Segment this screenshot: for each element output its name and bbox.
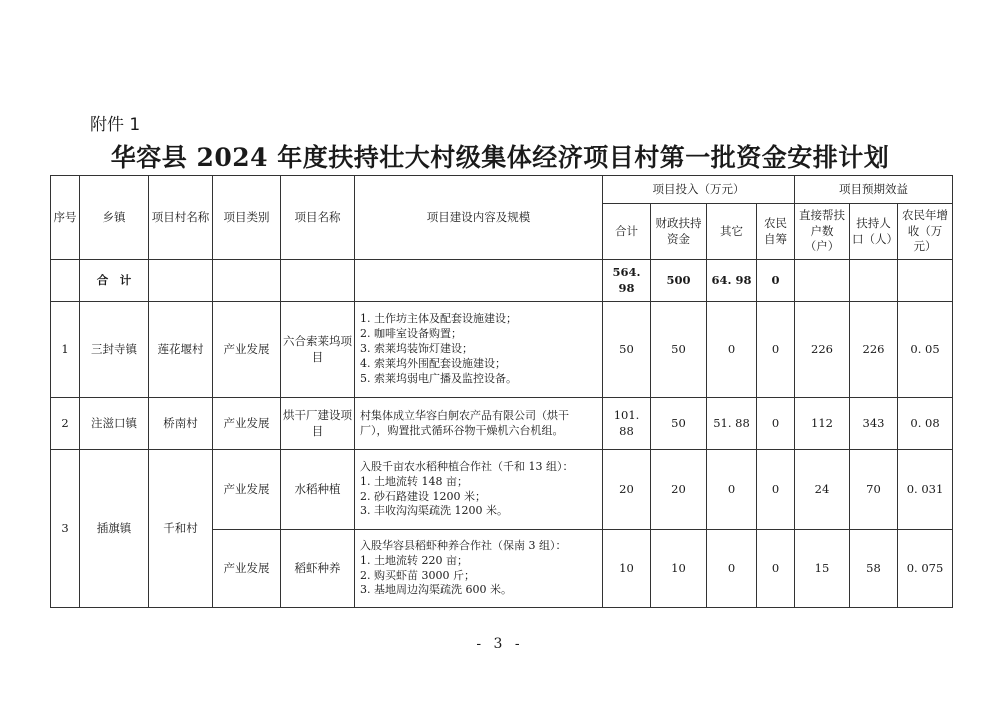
category-cell: 产业发展 <box>213 450 281 530</box>
total-self-raised: 0 <box>757 260 795 302</box>
other-cell: 51. 88 <box>707 398 757 450</box>
content-line: 3. 基地周边沟渠疏洗 600 米。 <box>360 583 512 597</box>
funding-plan-table <box>50 175 953 608</box>
header-other: 其它 <box>707 204 757 260</box>
project-name-cell: 六合索莱坞项目 <box>281 302 355 398</box>
total-other: 64. 98 <box>707 260 757 302</box>
empty-cell <box>850 260 898 302</box>
other-cell: 0 <box>707 530 757 608</box>
households-cell: 24 <box>795 450 850 530</box>
fiscal-cell: 50 <box>651 302 707 398</box>
total-cell: 101. 88 <box>603 398 651 450</box>
self-raised-cell: 0 <box>757 450 795 530</box>
category-cell: 产业发展 <box>213 398 281 450</box>
fiscal-cell: 20 <box>651 450 707 530</box>
table-row <box>51 302 953 398</box>
total-sum: 564. 98 <box>603 260 651 302</box>
total-row <box>51 260 953 302</box>
content-line: 入股华容县稻虾种养合作社（保南 3 组）： <box>360 538 567 552</box>
population-cell: 343 <box>850 398 898 450</box>
income-cell: 0. 075 <box>898 530 953 608</box>
self-raised-cell: 0 <box>757 302 795 398</box>
content-line: 3. 丰收沟沟渠疏洗 1200 米。 <box>360 504 508 518</box>
content-line: 1. 土作坊主体及配套设施建设； <box>360 312 517 326</box>
content-line: 3. 索莱坞装饰灯建设； <box>360 342 473 356</box>
population-cell: 70 <box>850 450 898 530</box>
header-households: 直接帮扶户数（户） <box>795 204 850 260</box>
content-line: 厂），购置批式循环谷物干燥机六台机组。 <box>360 423 564 437</box>
township-cell: 注滋口镇 <box>80 398 149 450</box>
project-name-cell: 稻虾种养 <box>281 530 355 608</box>
total-fiscal: 500 <box>651 260 707 302</box>
table-row <box>51 398 953 450</box>
self-raised-cell: 0 <box>757 398 795 450</box>
content-cell <box>355 302 603 398</box>
content-line: 1. 土地流转 220 亩； <box>360 553 468 567</box>
attachment-label: 附件 1 <box>90 115 141 135</box>
project-name-cell: 水稻种植 <box>281 450 355 530</box>
empty-cell <box>281 260 355 302</box>
header-population: 扶持人口（人） <box>850 204 898 260</box>
empty-cell <box>795 260 850 302</box>
header-township: 乡镇 <box>80 176 149 260</box>
village-cell: 千和村 <box>149 450 213 608</box>
households-cell: 226 <box>795 302 850 398</box>
fiscal-cell: 50 <box>651 398 707 450</box>
content-line: 入股千亩农水稻种植合作社（千和 13 组）： <box>360 459 574 473</box>
population-cell: 226 <box>850 302 898 398</box>
township-cell: 插旗镇 <box>80 450 149 608</box>
project-name-cell: 烘干厂建设项目 <box>281 398 355 450</box>
header-income: 农民年增收（万元） <box>898 204 953 260</box>
header-project-name: 项目名称 <box>281 176 355 260</box>
content-line: 4. 索莱坞外围配套设施建设； <box>360 356 506 370</box>
content-line: 2. 购买虾苗 3000 斤； <box>360 568 475 582</box>
empty-cell <box>149 260 213 302</box>
category-cell: 产业发展 <box>213 530 281 608</box>
content-cell <box>355 530 603 608</box>
header-self-raised: 农民自筹 <box>757 204 795 260</box>
content-line: 5. 索莱坞弱电广播及监控设备。 <box>360 371 517 385</box>
income-cell: 0. 08 <box>898 398 953 450</box>
households-cell: 112 <box>795 398 850 450</box>
total-seq-cell <box>51 260 80 302</box>
header-village: 项目村名称 <box>149 176 213 260</box>
content-line: 2. 砂石路建设 1200 米； <box>360 489 486 503</box>
header-benefit-group: 项目预期效益 <box>795 176 953 204</box>
total-cell: 20 <box>603 450 651 530</box>
header-category: 项目类别 <box>213 176 281 260</box>
header-content: 项目建设内容及规模 <box>355 176 603 260</box>
income-cell: 0. 05 <box>898 302 953 398</box>
total-label: 合 计 <box>80 260 149 302</box>
content-cell <box>355 450 603 530</box>
empty-cell <box>213 260 281 302</box>
township-cell: 三封寺镇 <box>80 302 149 398</box>
content-cell <box>355 398 603 450</box>
content-line: 2. 咖啡室设备购置； <box>360 327 462 341</box>
seq-cell: 2 <box>51 398 80 450</box>
other-cell: 0 <box>707 450 757 530</box>
category-cell: 产业发展 <box>213 302 281 398</box>
village-cell: 桥南村 <box>149 398 213 450</box>
total-cell: 50 <box>603 302 651 398</box>
other-cell: 0 <box>707 302 757 398</box>
households-cell: 15 <box>795 530 850 608</box>
empty-cell <box>355 260 603 302</box>
content-line: 1. 土地流转 148 亩； <box>360 474 468 488</box>
seq-cell: 3 <box>51 450 80 608</box>
fiscal-cell: 10 <box>651 530 707 608</box>
header-seq: 序号 <box>51 176 80 260</box>
self-raised-cell: 0 <box>757 530 795 608</box>
empty-cell <box>898 260 953 302</box>
header-investment-group: 项目投入（万元） <box>603 176 795 204</box>
village-cell: 莲花堰村 <box>149 302 213 398</box>
document-title: 华容县 2024 年度扶持壮大村级集体经济项目村第一批资金安排计划 <box>110 143 890 172</box>
seq-cell: 1 <box>51 302 80 398</box>
total-cell: 10 <box>603 530 651 608</box>
table-row <box>51 450 953 530</box>
page-number: - 3 - <box>476 636 524 652</box>
content-line: 村集体成立华容白舸农产品有限公司（烘干 <box>360 408 569 422</box>
header-row-1 <box>51 176 953 204</box>
population-cell: 58 <box>850 530 898 608</box>
header-total: 合计 <box>603 204 651 260</box>
income-cell: 0. 031 <box>898 450 953 530</box>
header-fiscal: 财政扶持资金 <box>651 204 707 260</box>
